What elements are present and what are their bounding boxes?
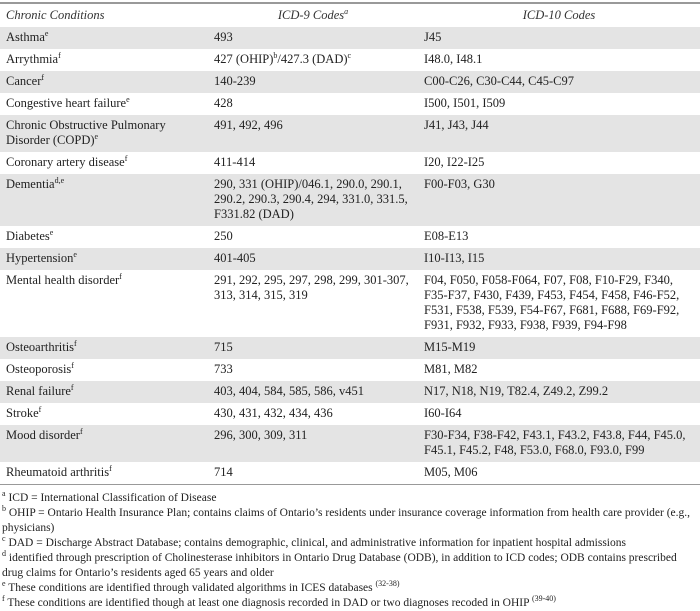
footnote-mark: e (2, 579, 6, 589)
footnote-mark: e (94, 131, 99, 141)
footnote-text: ICD = International Classification of Disease (5, 492, 217, 504)
condition-name: Osteoporosis (6, 362, 72, 376)
icd9-codes: 250 (214, 229, 233, 243)
condition-name: Coronary artery disease (6, 155, 125, 169)
table-row (0, 93, 700, 115)
icd10-cell: I10-I13, I15 (418, 248, 700, 270)
condition-cell (0, 49, 208, 71)
icd9-codes: 290, 331 (OHIP)/046.1, 290.0, 290.1, 290.2, 290.3, 290.4, 294, 331.0, 331.5, F331.82 (DAD) (214, 177, 408, 221)
footnote-mark: b (2, 504, 6, 514)
footnote-mark: f (38, 404, 42, 414)
icd9-codes: 715 (214, 340, 233, 354)
condition-cell (0, 462, 208, 485)
condition-name: Arrythmia (6, 52, 59, 66)
icd9-codes: 430, 431, 432, 434, 436 (214, 406, 333, 420)
icd10-cell: J41, J43, J44 (418, 115, 700, 152)
table-header-row (0, 3, 700, 27)
icd10-cell: I60-I64 (424, 406, 462, 420)
condition-name: Asthma (6, 30, 45, 44)
icd9-codes: 403, 404, 584, 585, 586, v451 (214, 384, 364, 398)
icd10-cell: I20, I22-I25 (424, 155, 485, 169)
footnote-mark: d,e (54, 175, 65, 185)
condition-cell (0, 226, 208, 248)
icd9-cell (208, 93, 418, 115)
icd9-codes: 291, 292, 295, 297, 298, 299, 301-307, 313, 314, 315, 319 (214, 273, 409, 302)
icd9-cell (208, 359, 418, 381)
footnote-text: identified through prescription of Cholinesterase inhibitors in Ontario Drug Database (ODB), in addition to ICD codes; ODB contains prescribed drug claims for Ontario’s residents aged 65 years and older (2, 552, 677, 579)
condition-name: Stroke (6, 406, 39, 420)
condition-name: Osteoarthritis (6, 340, 75, 354)
footnote-mark: f (70, 382, 74, 392)
footnote-mark: f (58, 50, 61, 60)
footnote-mark: f (119, 271, 122, 281)
footnote-mark: e (73, 249, 77, 259)
condition-name: Dementia (6, 177, 55, 191)
icd9-cell (208, 248, 418, 270)
condition-name: Rheumatoid arthritis (6, 465, 110, 479)
condition-name: Renal failure (6, 384, 71, 398)
condition-cell (0, 27, 208, 49)
footnotes (0, 485, 700, 611)
table-row (0, 425, 700, 462)
footnote (2, 551, 700, 581)
icd9-cell (208, 403, 418, 425)
icd9-cell (208, 174, 418, 226)
icd9-cell (208, 71, 418, 93)
icd10-cell: F00-F03, G30 (418, 174, 700, 226)
icd9-cell (208, 425, 418, 462)
footnote-mark: b (273, 50, 278, 60)
icd9-codes: 491, 492, 496 (214, 118, 283, 132)
table-row (0, 226, 700, 248)
footnote-text: DAD = Discharge Abstract Database; contains demographic, clinical, and administrative information for inpatient hospital admissions (5, 537, 626, 549)
icd10-cell: N17, N18, N19, T82.4, Z49.2, Z99.2 (418, 381, 700, 403)
icd10-cell: M05, M06 (424, 465, 478, 479)
icd9-codes: 140-239 (214, 74, 256, 88)
condition-cell (0, 174, 208, 226)
icd9-codes: 427 (OHIP) (214, 52, 274, 66)
condition-name: Cancer (6, 74, 42, 88)
icd9-codes: 714 (214, 465, 233, 479)
table-row (0, 174, 700, 226)
condition-name: Diabetes (6, 229, 50, 243)
table-row (0, 359, 700, 381)
footnote (2, 506, 700, 536)
condition-cell (0, 115, 208, 152)
table-row (0, 49, 700, 71)
icd10-cell: F04, F050, F058-F064, F07, F08, F10-F29, F340, F35-F37, F430, F439, F453, F454, F458, F46-F52, F531, F538, F539, F54-F67, F681, F688, F69-F92, F931, F932, F933, F938, F939, F94-F98 (424, 273, 680, 332)
reference-citation: (32-38) (375, 579, 400, 589)
header-icd9 (208, 3, 418, 27)
condition-name: Congestive heart failure (6, 96, 127, 110)
icd9-cell (208, 462, 418, 485)
table-row (0, 115, 700, 152)
icd9-cell (208, 226, 418, 248)
footnote-mark: a (2, 489, 6, 499)
footnote-text: These conditions are identified though at least one diagnosis recorded in DAD or two diagnoses recoded in OHIP (4, 597, 530, 609)
icd9-cell (208, 115, 418, 152)
footnote-mark: e (49, 227, 54, 237)
footnote-mark: f (71, 360, 74, 370)
footnote (2, 596, 700, 611)
footnote-mark: f (124, 153, 128, 163)
footnote-mark: f (109, 463, 112, 473)
condition-cell (0, 359, 208, 381)
icd10-cell: I48.0, I48.1 (424, 52, 483, 66)
footnote-mark: f (74, 338, 77, 348)
table-row (0, 248, 700, 270)
icd10-cell: F30-F34, F38-F42, F43.1, F43.2, F43.8, F44, F45.0, F45.1, F45.2, F48, F53.0, F68.0, F93.0, F99 (418, 425, 700, 462)
icd9-cell (208, 337, 418, 359)
icd9-cell (208, 49, 418, 71)
header-icd10: ICD-10 Codes (522, 8, 596, 22)
icd10-cell: J45 (418, 27, 700, 49)
table-row (0, 270, 700, 337)
condition-cell (0, 71, 208, 93)
table-row (0, 462, 700, 485)
table-row (0, 337, 700, 359)
table-row (0, 381, 700, 403)
condition-cell (0, 152, 208, 174)
condition-cell (0, 403, 208, 425)
footnote-mark: c (347, 50, 352, 60)
condition-cell (0, 270, 208, 337)
icd9-cell (208, 381, 418, 403)
condition-cell (0, 381, 208, 403)
icd9-cell (208, 270, 418, 337)
footnote-mark: e (44, 28, 49, 38)
footnote (2, 536, 700, 551)
condition-name: Mental health disorder (6, 273, 120, 287)
icd9-codes: /427.3 (DAD) (277, 52, 348, 66)
footnote-text: These conditions are identified through validated algorithms in ICES databases (5, 582, 373, 594)
icd10-cell: I500, I501, I509 (424, 96, 506, 110)
footnote (2, 581, 700, 596)
footnote-mark: a (344, 6, 349, 16)
icd9-codes: 401-405 (214, 251, 256, 265)
condition-cell (0, 425, 208, 462)
icd9-cell (208, 152, 418, 174)
footnote-mark: c (2, 534, 6, 544)
table-row (0, 152, 700, 174)
condition-cell (0, 93, 208, 115)
footnote-mark: d (2, 549, 6, 559)
header-condition: Chronic Conditions (6, 8, 105, 22)
footnote-mark: e (126, 94, 130, 104)
icd10-cell: E08-E13 (424, 229, 469, 243)
table-row (0, 27, 700, 49)
footnote-text: OHIP = Ontario Health Insurance Plan; contains claims of Ontario’s residents under insurance coverage information from health care provider (e.g., physicians) (2, 507, 691, 534)
header-icd9-label: ICD-9 Codes (277, 8, 345, 22)
condition-cell (0, 248, 208, 270)
reference-citation: (39-40) (531, 594, 556, 604)
icd10-cell: M15-M19 (418, 337, 700, 359)
icd9-codes: 493 (214, 30, 233, 44)
icd9-cell (208, 27, 418, 49)
chronic-conditions-table (0, 2, 700, 485)
icd9-codes: 428 (214, 96, 233, 110)
footnote-mark: f (79, 426, 83, 436)
condition-name: Chronic Obstructive Pulmonary Disorder (COPD) (6, 118, 166, 147)
table-row (0, 403, 700, 425)
icd9-codes: 733 (214, 362, 233, 376)
icd9-codes: 296, 300, 309, 311 (214, 428, 308, 442)
condition-name: Hypertension (6, 251, 74, 265)
footnote-mark: f (41, 72, 45, 82)
table-row (0, 71, 700, 93)
icd9-codes: 411-414 (214, 155, 256, 169)
icd10-cell: C00-C26, C30-C44, C45-C97 (418, 71, 700, 93)
footnote-mark: f (2, 594, 5, 604)
condition-name: Mood disorder (6, 428, 80, 442)
icd10-cell: M81, M82 (424, 362, 478, 376)
footnote (2, 491, 700, 506)
condition-cell (0, 337, 208, 359)
